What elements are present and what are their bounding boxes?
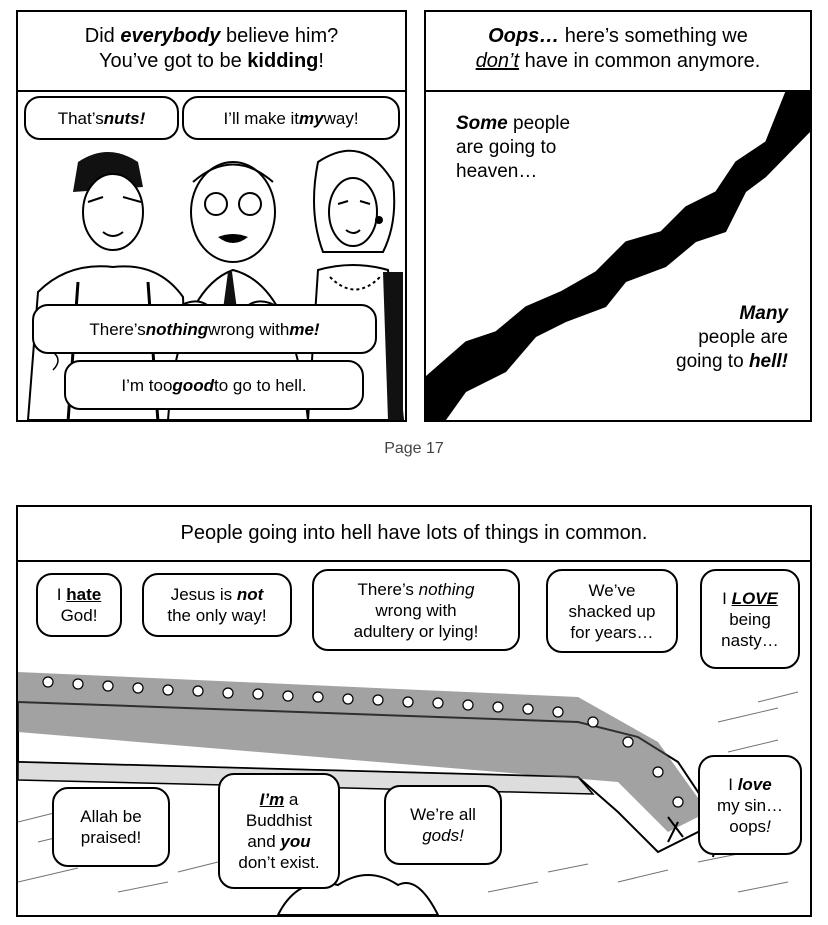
- speech-bubble-love-sin: I love my sin… oops!: [698, 755, 802, 855]
- panel-2-caption: Oops… here’s something we don’t have in common anymore.: [426, 12, 810, 92]
- speech-bubble-allah: Allah be praised!: [52, 787, 170, 867]
- panel-1-caption: Did everybody believe him? You’ve got to be kidding!: [18, 12, 405, 92]
- some-people-text: Some people are going to heaven…: [456, 113, 571, 182]
- comic-panel-2: [424, 10, 812, 422]
- comic-panel-1: [16, 10, 407, 422]
- speech-bubble-nuts: That’s nuts!: [24, 96, 179, 140]
- speech-bubble-hate-god: I hate God!: [36, 573, 122, 637]
- speech-bubble-shacked-up: We’ve shacked up for years…: [546, 569, 678, 653]
- many-people-text: Many people are going to hell!: [676, 303, 788, 372]
- comic-panel-3: [16, 505, 812, 917]
- speech-bubble-jesus-not: Jesus is not the only way!: [142, 573, 292, 637]
- speech-bubble-gods: We’re all gods!: [384, 785, 502, 865]
- speech-bubble-adultery: There’s nothing wrong with adultery or lying!: [312, 569, 520, 651]
- speech-bubble-nothing-wrong: There’s nothing wrong with me!: [32, 304, 377, 354]
- panel-3-caption: People going into hell have lots of things in common.: [18, 507, 810, 562]
- speech-bubble-buddhist: I’m a Buddhist and you don’t exist.: [218, 773, 340, 889]
- speech-bubble-too-good: I’m too good to go to hell.: [64, 360, 364, 410]
- speech-bubble-love-nasty: I LOVE being nasty…: [700, 569, 800, 669]
- page-number: Page 17: [384, 440, 444, 457]
- speech-bubble-my-way: I’ll make it my way!: [182, 96, 400, 140]
